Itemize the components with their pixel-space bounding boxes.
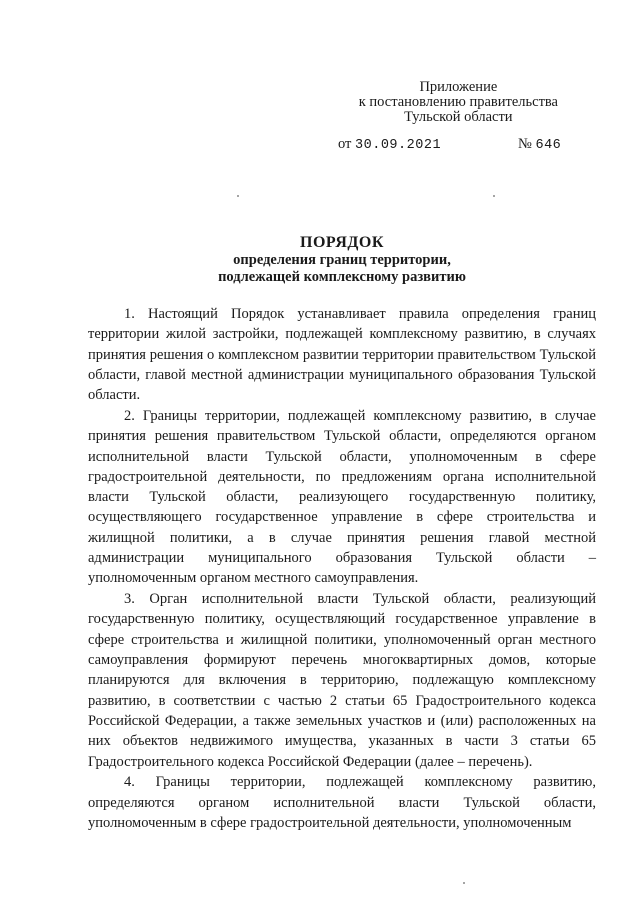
scan-speck [237,195,239,197]
title-subtitle-line-1: определения границ территории, [233,252,451,268]
scan-speck [463,882,465,884]
document-number: 646 [535,138,562,153]
paragraph-1: 1. Настоящий Порядок устанавливает правила определения границ территории жилой застройки, подлежащей комплексному развитию, в случаях принятия решения о комплексном развитии территории правительством Тульской области, главой местной администрации муниципального образования Тульской области. [88,306,596,404]
paragraph-2: 2. Границы территории, подлежащей комплексному развитию, в случае принятия решения правительством Тульской области, определяются органом исполнительной власти Тульской области, уполномоченным в сфере градостроительной деятельности, по предложениям органа исполнительной власти Тульской области, реализующего государственную политику, осуществляющего государственное управление в сфере строительства и жилищной политики, а в случае принятия решения главой местной администрации муниципального образования Тульской области – уполномоченным органом местного самоуправления. [88,407,596,587]
title-heading: ПОРЯДОК [300,234,384,251]
date-number-line [338,136,562,153]
appendix-header [359,80,558,125]
document-title [88,233,596,286]
paragraph-3: 3. Орган исполнительной власти Тульской области, реализующий государственную политику, осуществляющий государственное управление в сфере строительства и жилищной политики, уполномоченный орган местного самоуправления формируют перечень многоквартирных домов, которые планируются для включения в территорию, подлежащую комплексному развитию, в соответствии с частью 2 статьи 65 Градостроительного кодекса Российской Федерации, а также земельных участков и (или) расположенных на них объектов недвижимого имущества, указанных в части 3 статьи 65 Градостроительного кодекса Российской Федерации (далее – перечень). [88,591,596,770]
appendix-line-1: Приложение [419,79,498,95]
date-from-label: от [338,136,352,152]
appendix-line-3: Тульской области [404,109,513,125]
number-sign: № [518,136,532,152]
document-body [88,304,596,834]
title-subtitle-line-2: подлежащей комплексному развитию [218,269,466,285]
paragraph-4: 4. Границы территории, подлежащей комплексному развитию, определяются органом исполнительной власти Тульской области, уполномоченным в сфере градостроительной деятельности, уполномоченным [88,774,596,831]
document-date: 30.09.2021 [355,138,442,153]
appendix-line-2: к постановлению правительства [358,94,558,110]
scan-speck [493,195,495,197]
document-number-group [518,136,561,153]
